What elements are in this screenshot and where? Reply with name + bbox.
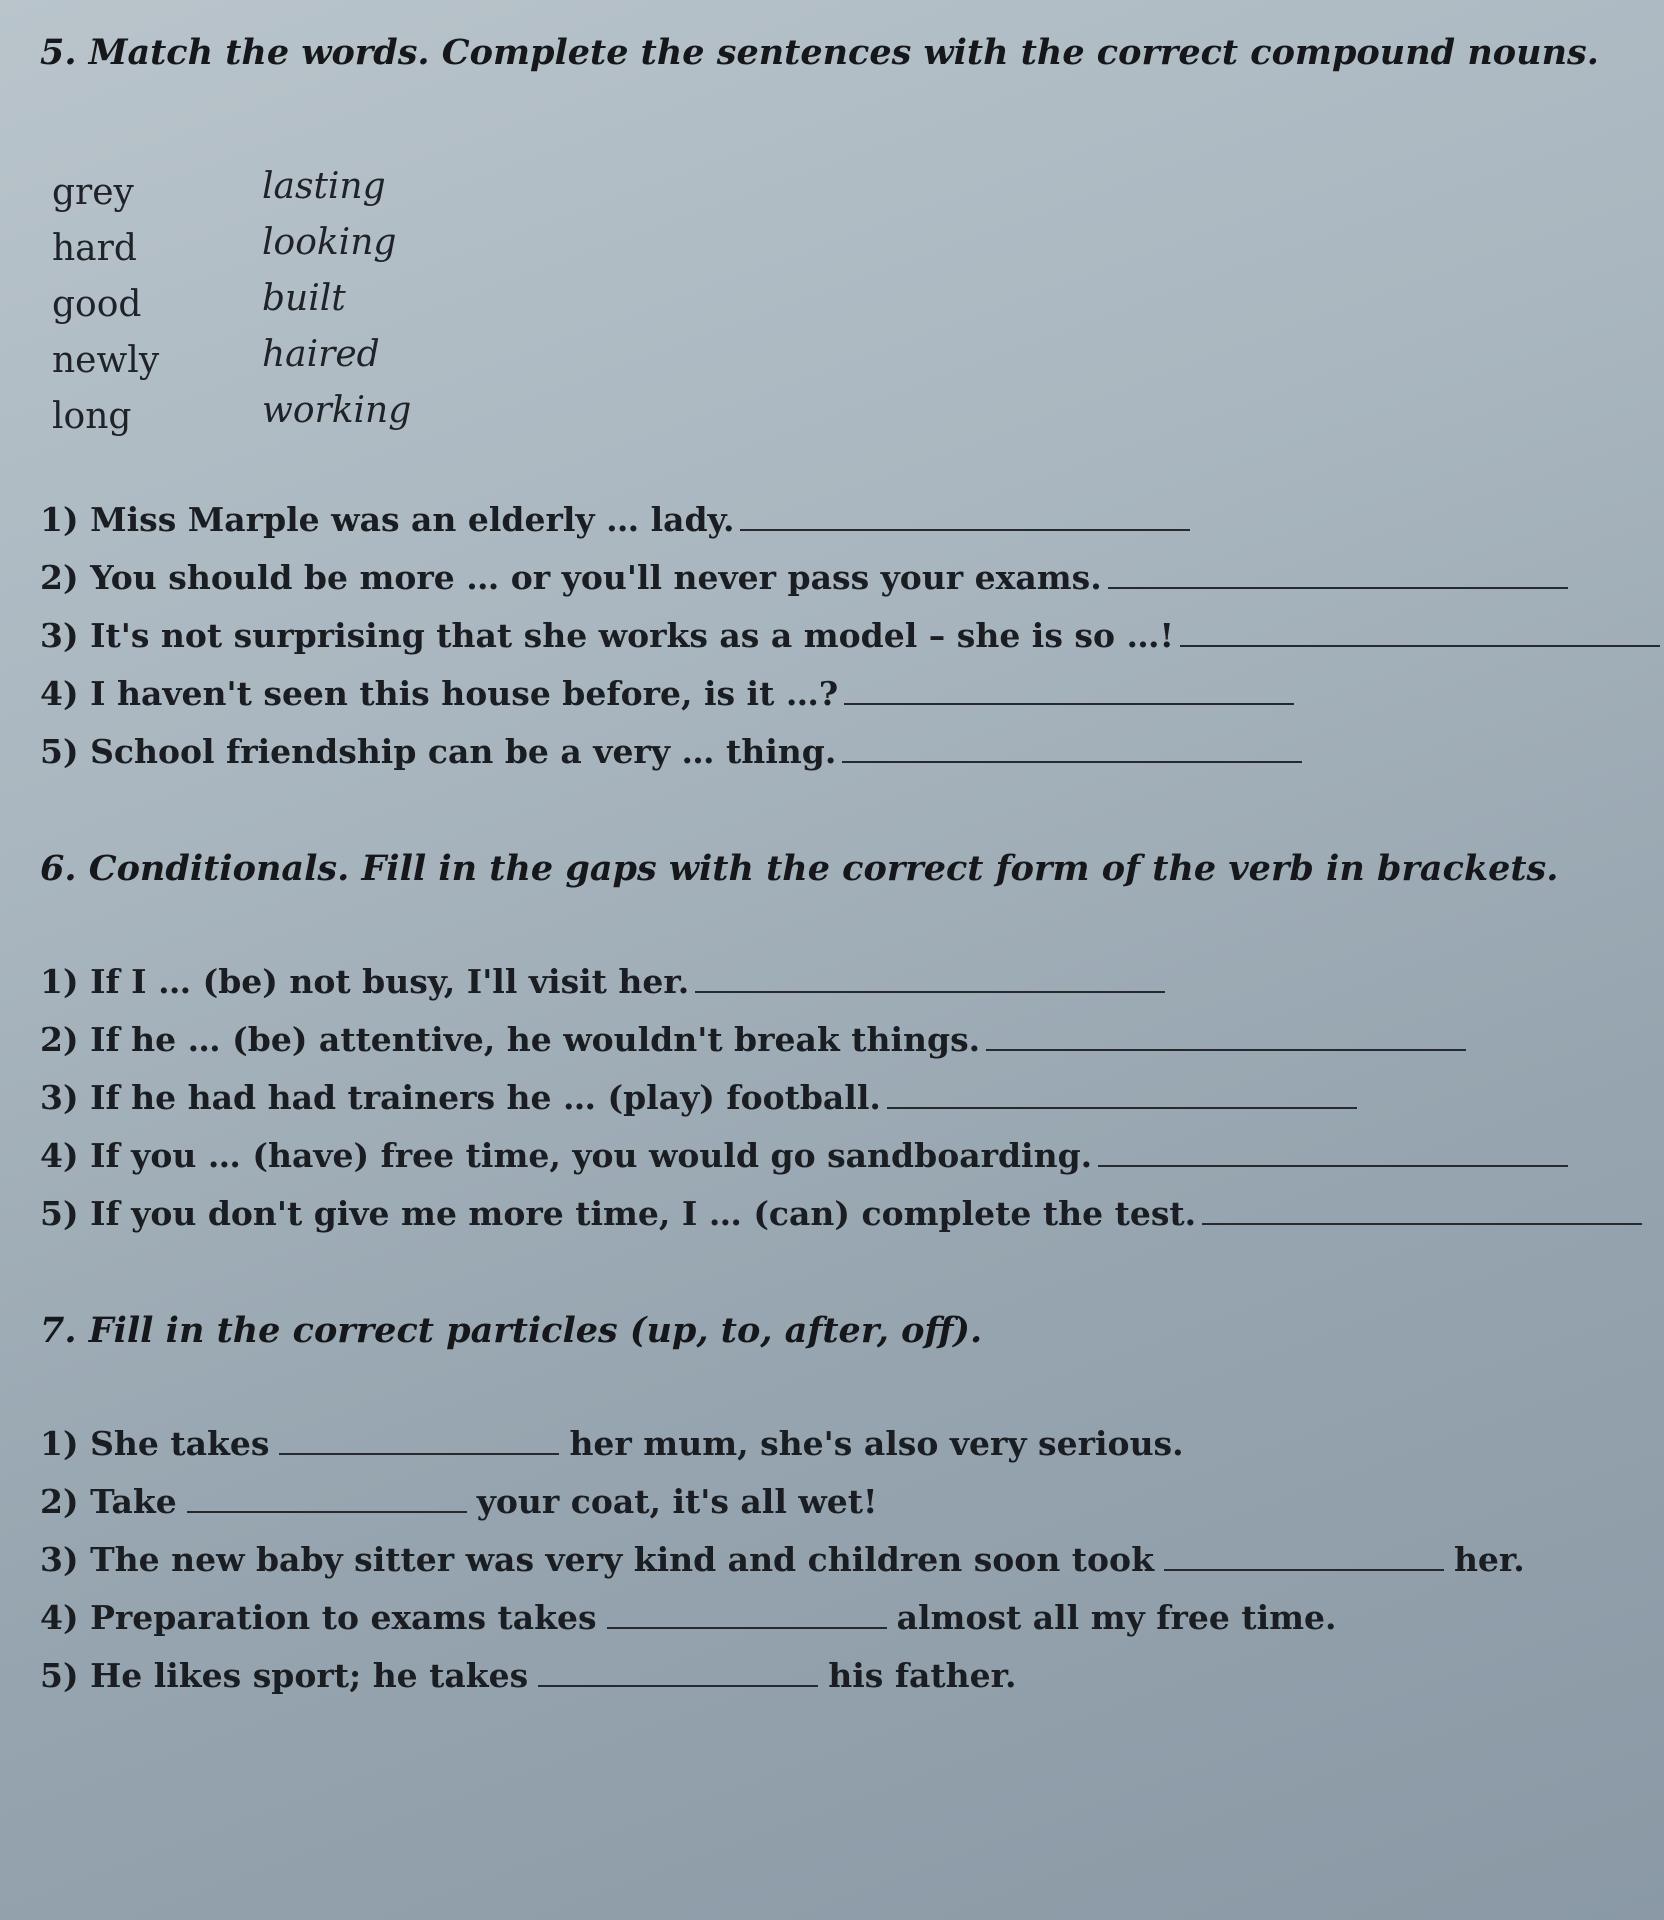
right-word: looking [262, 222, 397, 263]
sentence-text: 3) If he had had trainers he … (play) football. [40, 1078, 881, 1117]
item-text-after: his father. [828, 1656, 1017, 1695]
particle-blank[interactable] [538, 1659, 818, 1687]
section-5-sentence [40, 732, 1302, 771]
item-text-before: 5) He likes sport; he takes [40, 1656, 529, 1695]
item-text-after: her mum, she's also very serious. [569, 1424, 1184, 1463]
particle-blank[interactable] [1164, 1543, 1444, 1571]
section-7-item [40, 1540, 1525, 1579]
left-word: hard [52, 228, 137, 269]
item-text-before: 1) She takes [40, 1424, 270, 1463]
left-word: grey [52, 172, 134, 213]
sentence-text: 1) Miss Marple was an elderly … lady. [40, 500, 735, 539]
section-6-sentence [40, 1194, 1642, 1233]
section-7-item [40, 1424, 1184, 1463]
section-6-sentence [40, 1020, 1466, 1059]
answer-blank[interactable] [986, 1023, 1466, 1051]
answer-blank[interactable] [740, 503, 1190, 531]
section-6-sentence [40, 962, 1165, 1001]
section-5-sentence [40, 500, 1190, 539]
left-word: good [52, 284, 142, 325]
left-word: long [52, 396, 132, 437]
right-word: built [262, 278, 346, 319]
right-word: working [262, 390, 412, 431]
section-5-heading: 5. Match the words. Complete the sentences with the correct compound nouns. [40, 32, 1599, 73]
answer-blank[interactable] [1202, 1197, 1642, 1225]
sentence-text: 4) I haven't seen this house before, is it …? [40, 674, 839, 713]
section-7-heading: 7. Fill in the correct particles (up, to, after, off). [40, 1310, 983, 1351]
answer-blank[interactable] [1098, 1139, 1568, 1167]
item-text-after: her. [1453, 1540, 1525, 1579]
sentence-text: 2) If he … (be) attentive, he wouldn't break things. [40, 1020, 981, 1059]
answer-blank[interactable] [1180, 619, 1660, 647]
section-7-item [40, 1482, 878, 1521]
item-text-after: your coat, it's all wet! [476, 1482, 878, 1521]
answer-blank[interactable] [844, 677, 1294, 705]
sentence-text: 4) If you … (have) free time, you would go sandboarding. [40, 1136, 1093, 1175]
answer-blank[interactable] [1108, 561, 1568, 589]
item-text-after: almost all my free time. [896, 1598, 1337, 1637]
particle-blank[interactable] [607, 1601, 887, 1629]
sentence-text: 2) You should be more … or you'll never pass your exams. [40, 558, 1102, 597]
sentence-text: 1) If I … (be) not busy, I'll visit her. [40, 962, 690, 1001]
right-word: haired [262, 334, 380, 375]
particle-blank[interactable] [279, 1427, 559, 1455]
answer-blank[interactable] [695, 965, 1165, 993]
left-word: newly [52, 340, 160, 381]
section-7-item [40, 1656, 1017, 1695]
item-text-before: 3) The new baby sitter was very kind and children soon took [40, 1540, 1154, 1579]
item-text-before: 4) Preparation to exams takes [40, 1598, 597, 1637]
particle-blank[interactable] [187, 1485, 467, 1513]
section-7-item [40, 1598, 1337, 1637]
sentence-text: 3) It's not surprising that she works as a model – she is so …! [40, 616, 1174, 655]
sentence-text: 5) School friendship can be a very … thing. [40, 732, 837, 771]
section-5-sentence [40, 616, 1660, 655]
section-5-sentence [40, 558, 1568, 597]
answer-blank[interactable] [887, 1081, 1357, 1109]
section-6-heading: 6. Conditionals. Fill in the gaps with the correct form of the verb in brackets. [40, 848, 1559, 889]
item-text-before: 2) Take [40, 1482, 177, 1521]
right-word: lasting [262, 166, 386, 207]
sentence-text: 5) If you don't give me more time, I … (can) complete the test. [40, 1194, 1197, 1233]
section-6-sentence [40, 1136, 1568, 1175]
answer-blank[interactable] [842, 735, 1302, 763]
section-5-sentence [40, 674, 1294, 713]
section-6-sentence [40, 1078, 1357, 1117]
